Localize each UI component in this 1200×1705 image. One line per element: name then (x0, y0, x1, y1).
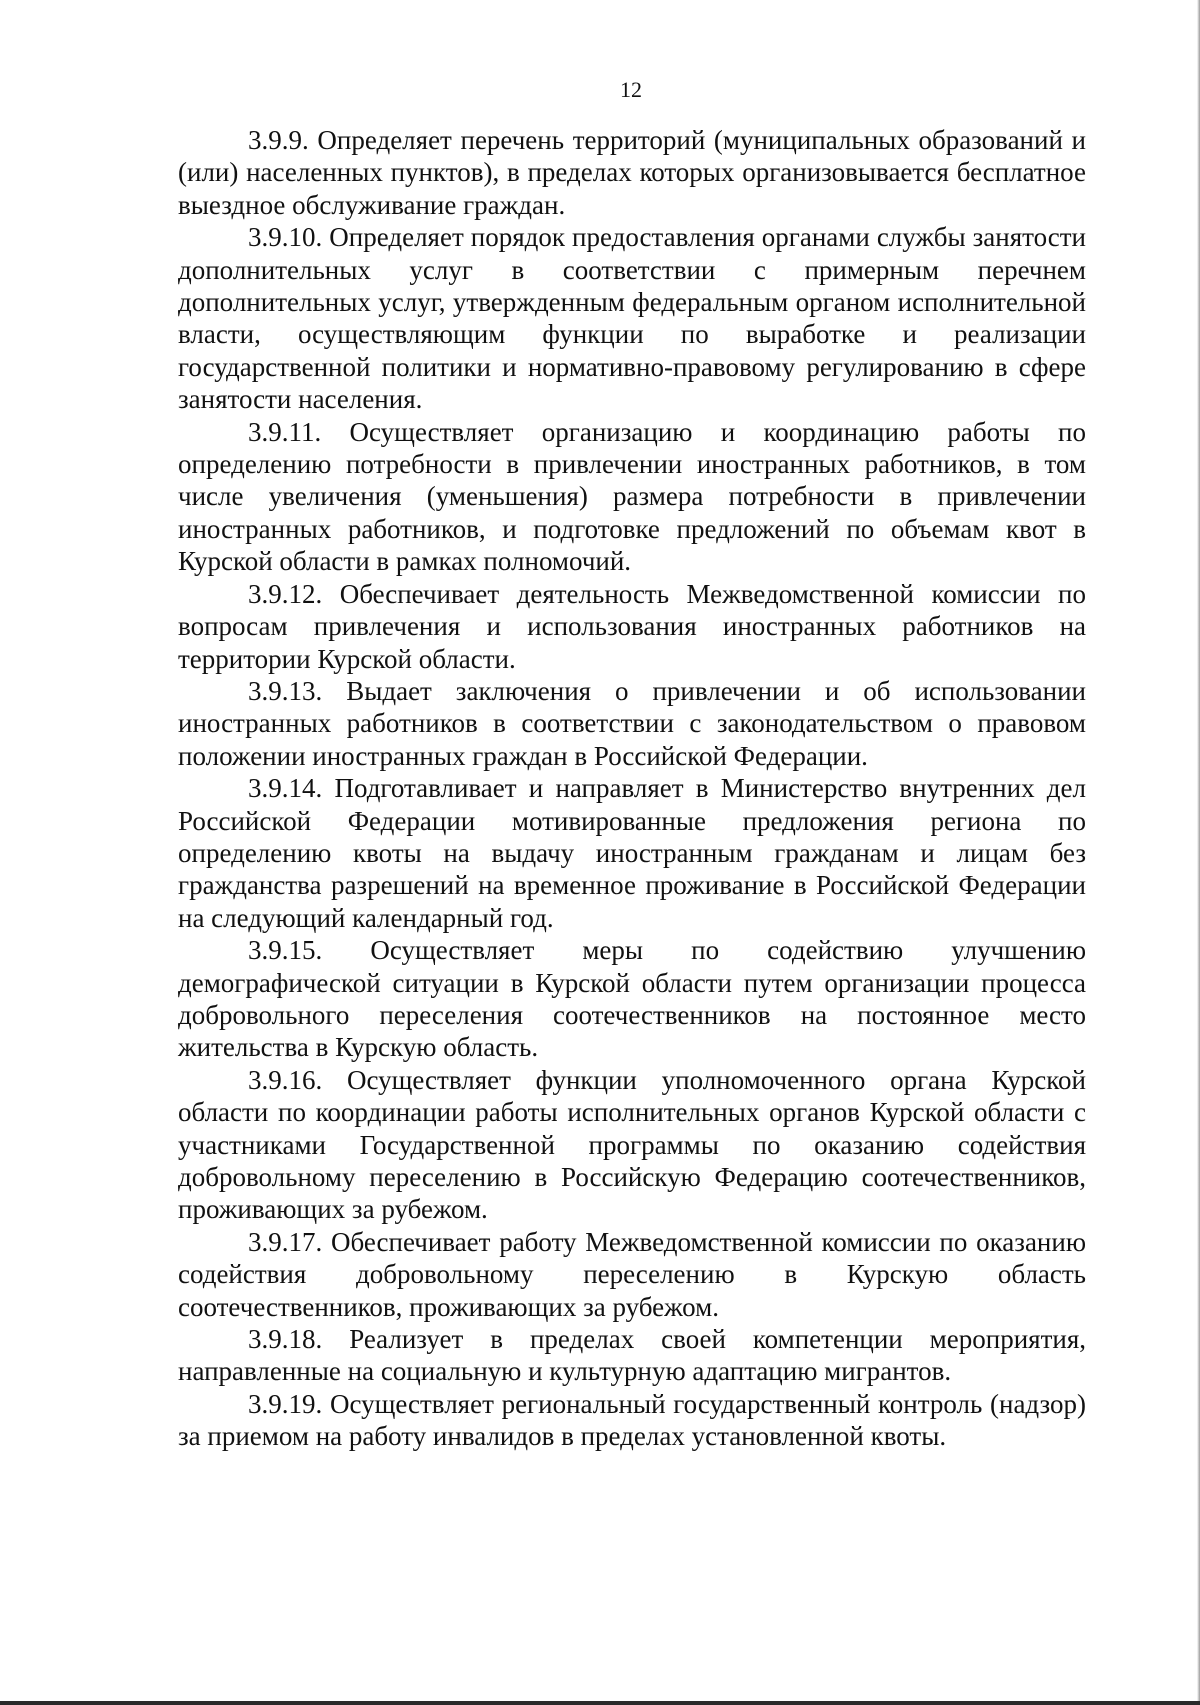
page-number: 12 (620, 77, 642, 102)
paragraph-3-9-17: 3.9.17. Обеспечивает работу Межведомственной комиссии по оказанию содействия добровольному переселению в Курскую область соотечественников, проживающих за рубежом. (178, 1226, 1086, 1322)
paragraph-3-9-15: 3.9.15. Осуществляет меры по содействию улучшению демографической ситуации в Курской области путем организации процесса добровольного переселения соотечественников на постоянное место жительства в Курскую область. (178, 935, 1086, 1063)
paragraph-3-9-14: 3.9.14. Подготавливает и направляет в Министерство внутренних дел Российской Федерации мотивированные предложения региона по определению квоты на выдачу иностранным гражданам и лицам без гражданства разрешений на временное проживание в Российской Федерации на следующий календарный год. (178, 773, 1086, 933)
paragraph-3-9-9: 3.9.9. Определяет перечень территорий (муниципальных образований и (или) населенных пунктов), в пределах которых организовывается бесплатное выездное обслуживание граждан. (178, 125, 1086, 220)
paragraph-3-9-16: 3.9.16. Осуществляет функции уполномоченного органа Курской области по координации работы исполнительных органов Курской области с участниками Государственной программы по оказанию содействия добровольному переселению в Российскую Федерацию соотечественников, проживающих за рубежом. (178, 1064, 1086, 1225)
paragraph-3-9-18: 3.9.18. Реализует в пределах своей компетенции мероприятия, направленные на социальную и культурную адаптацию мигрантов. (178, 1324, 1086, 1387)
paragraph-3-9-10: 3.9.10. Определяет порядок предоставления органами службы занятости дополнительных услуг в соответствии с примерным перечнем дополнительных услуг, утвержденным федеральным органом исполнительной власти, осуществляющим функции по выработке и реализации государственной политики и нормативно-правовому регулированию в сфере занятости населения. (178, 222, 1086, 415)
paragraph-3-9-11: 3.9.11. Осуществляет организацию и координацию работы по определению потребности в привлечении иностранных работников, в том числе увеличения (уменьшения) размера потребности в привлечении иностранных работников, и подготовке предложений по объемам квот в Курской области в рамках полномочий. (178, 416, 1086, 577)
scan-edge-bottom (0, 1701, 1200, 1705)
paragraph-3-9-19: 3.9.19. Осуществляет региональный государственный контроль (надзор) за приемом на работу инвалидов в пределах установленной квоты. (178, 1388, 1086, 1452)
document-body (178, 124, 1086, 1453)
paragraph-3-9-13: 3.9.13. Выдает заключения о привлечении и об использовании иностранных работников в соответствии с законодательством о правовом положении иностранных граждан в Российской Федерации. (178, 675, 1086, 771)
paragraph-3-9-12: 3.9.12. Обеспечивает деятельность Межведомственной комиссии по вопросам привлечения и использования иностранных работников на территории Курской области. (178, 578, 1086, 674)
